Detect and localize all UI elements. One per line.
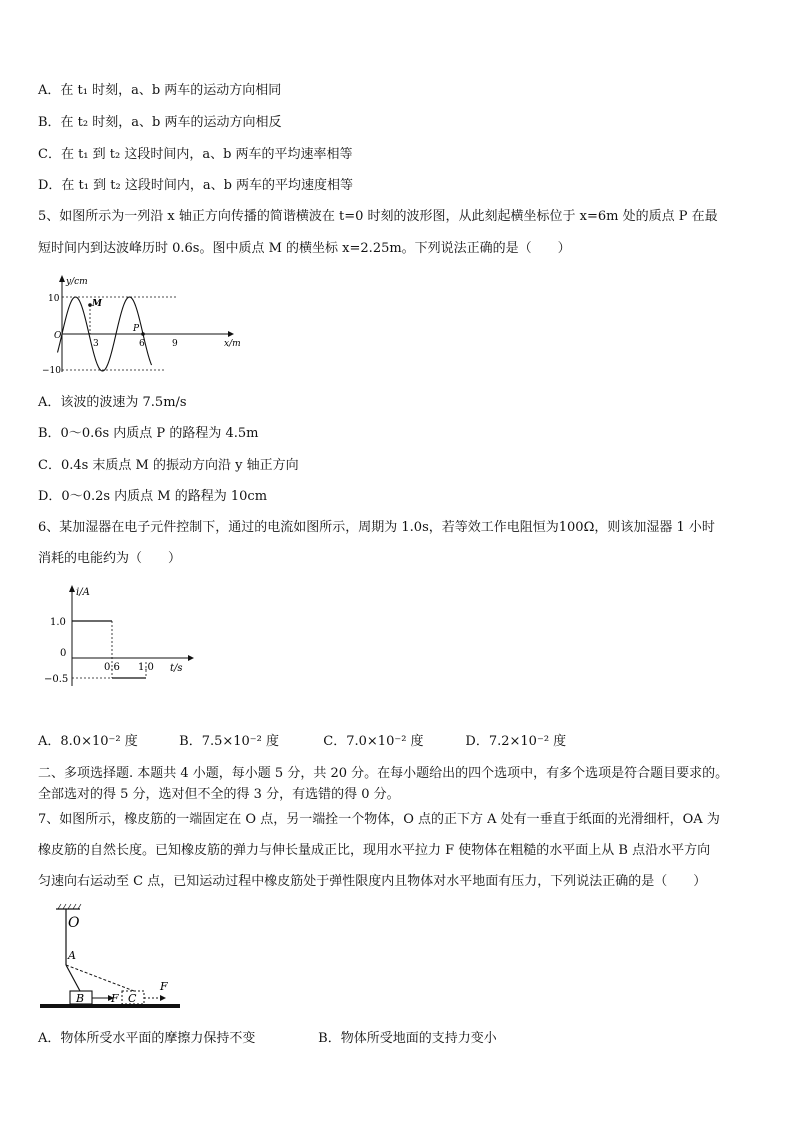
q6-option-d: D．7.2×10⁻² 度 <box>465 734 567 749</box>
wave-x-arrow <box>228 331 234 337</box>
wave-xtick-9: 9 <box>172 339 178 349</box>
label-c: C <box>128 992 137 1005</box>
q7-stem-line2: 橡皮筋的自然长度。已知橡皮筋的弹力与伸长量成正比，现用水平拉力 F 使物体在粗糙的水平面上从 B 点沿水平方向 <box>38 843 711 858</box>
q4-option-b: B．在 t₂ 时刻，a、b 两车的运动方向相反 <box>38 115 282 130</box>
band-ac-dashed <box>66 965 134 991</box>
wave-ytick-bottom: −10 <box>42 366 61 376</box>
current-ytick-0: 0 <box>60 648 67 659</box>
q5-stem-line1: 5、如图所示为一列沿 x 轴正方向传播的简谐横波在 t=0 时刻的波形图，从此刻起横坐标位于 x=6m 处的质点 P 在最 <box>38 209 718 224</box>
q6-option-b: B．7.5×10⁻² 度 <box>179 734 280 749</box>
current-xtick-10: 1.0 <box>138 662 154 673</box>
wave-ylabel: y/cm <box>66 277 88 287</box>
q4-option-a: A．在 t₁ 时刻，a、b 两车的运动方向相同 <box>38 83 282 98</box>
q7-option-a: A．物体所受水平面的摩擦力保持不变 <box>38 1031 256 1046</box>
label-o: O <box>68 915 80 931</box>
q5-option-d: D．0～0.2s 内质点 M 的路程为 10cm <box>38 489 268 504</box>
current-xtick-06: 0.6 <box>104 662 120 673</box>
q5-option-b: B．0～0.6s 内质点 P 的路程为 4.5m <box>38 426 259 441</box>
q5-stem-line2: 短时间内到达波峰历时 0.6s。图中质点 M 的横坐标 x=2.25m。下列说法正确的是（ ） <box>38 241 571 256</box>
q5-option-c: C．0.4s 末质点 M 的振动方向沿 y 轴正方向 <box>38 458 299 473</box>
current-x-arrow <box>188 655 194 661</box>
q6-stem-line1: 6、某加湿器在电子元件控制下，通过的电流如图所示，周期为 1.0s，若等效工作电阻恒为100Ω，则该加湿器 1 小时 <box>38 520 715 535</box>
rubber-band-diagram <box>36 903 186 1015</box>
current-xlabel: t/s <box>170 663 183 674</box>
q7-stem-line3: 匀速向右运动至 C 点，已知运动过程中橡皮筋处于弹性限度内且物体对水平地面有压力，下列说法正确的是（ ） <box>38 874 707 889</box>
current-ylabel: i/A <box>76 587 90 598</box>
section2-heading-line2: 全部选对的得 5 分，选对但不全的得 3 分，有选错的得 0 分。 <box>38 787 400 802</box>
q7-stem-line1: 7、如图所示，橡皮筋的一端固定在 O 点，另一端拴一个物体，O 点的正下方 A 处有一垂直于纸面的光滑细杆，OA 为 <box>38 812 720 827</box>
q5-option-a: A．该波的波速为 7.5m/s <box>38 395 187 410</box>
q7-options <box>38 1030 497 1048</box>
q4-option-c: C．在 t₁ 到 t₂ 这段时间内，a、b 两车的平均速率相等 <box>38 147 353 162</box>
label-f-b: F <box>111 992 119 1005</box>
current-y-arrow <box>69 585 75 592</box>
label-a: A <box>68 949 76 962</box>
wave-ytick-top: 10 <box>48 294 60 304</box>
q6-options <box>38 733 566 751</box>
wave-origin: O <box>54 331 62 341</box>
q6-option-c: C．7.0×10⁻² 度 <box>323 734 424 749</box>
q4-option-d: D．在 t₁ 到 t₂ 这段时间内，a、b 两车的平均速度相等 <box>38 178 354 193</box>
wave-xlabel: x/m <box>224 339 241 349</box>
label-b: B <box>76 992 85 1005</box>
force-arrowhead-c <box>160 995 166 1001</box>
current-ytick-neg: −0.5 <box>44 674 69 685</box>
band-ab <box>66 965 80 991</box>
wave-label-p: P <box>133 324 140 334</box>
wave-y-arrow <box>59 275 65 282</box>
q6-option-a: A．8.0×10⁻² 度 <box>38 734 138 749</box>
label-f-c: F <box>160 980 168 993</box>
wave-xtick-3: 3 <box>93 339 99 349</box>
current-ytick-1: 1.0 <box>50 617 66 628</box>
ground <box>40 1004 180 1008</box>
ceiling-hatch <box>58 904 81 909</box>
q6-stem-line2: 消耗的电能约为（ ） <box>38 551 182 566</box>
q7-option-b: B．物体所受地面的支持力变小 <box>318 1031 497 1046</box>
wave-xtick-6: 6 <box>139 339 145 349</box>
wave-point-p <box>141 332 145 336</box>
section2-heading-line1: 二、多项选择题. 本题共 4 小题，每小题 5 分，共 20 分。在每小题给出的四个选项中，有多个选项是符合题目要求的。 <box>38 766 729 781</box>
wave-graph <box>36 272 241 380</box>
wave-label-m: M <box>92 299 102 309</box>
current-graph <box>40 582 200 692</box>
